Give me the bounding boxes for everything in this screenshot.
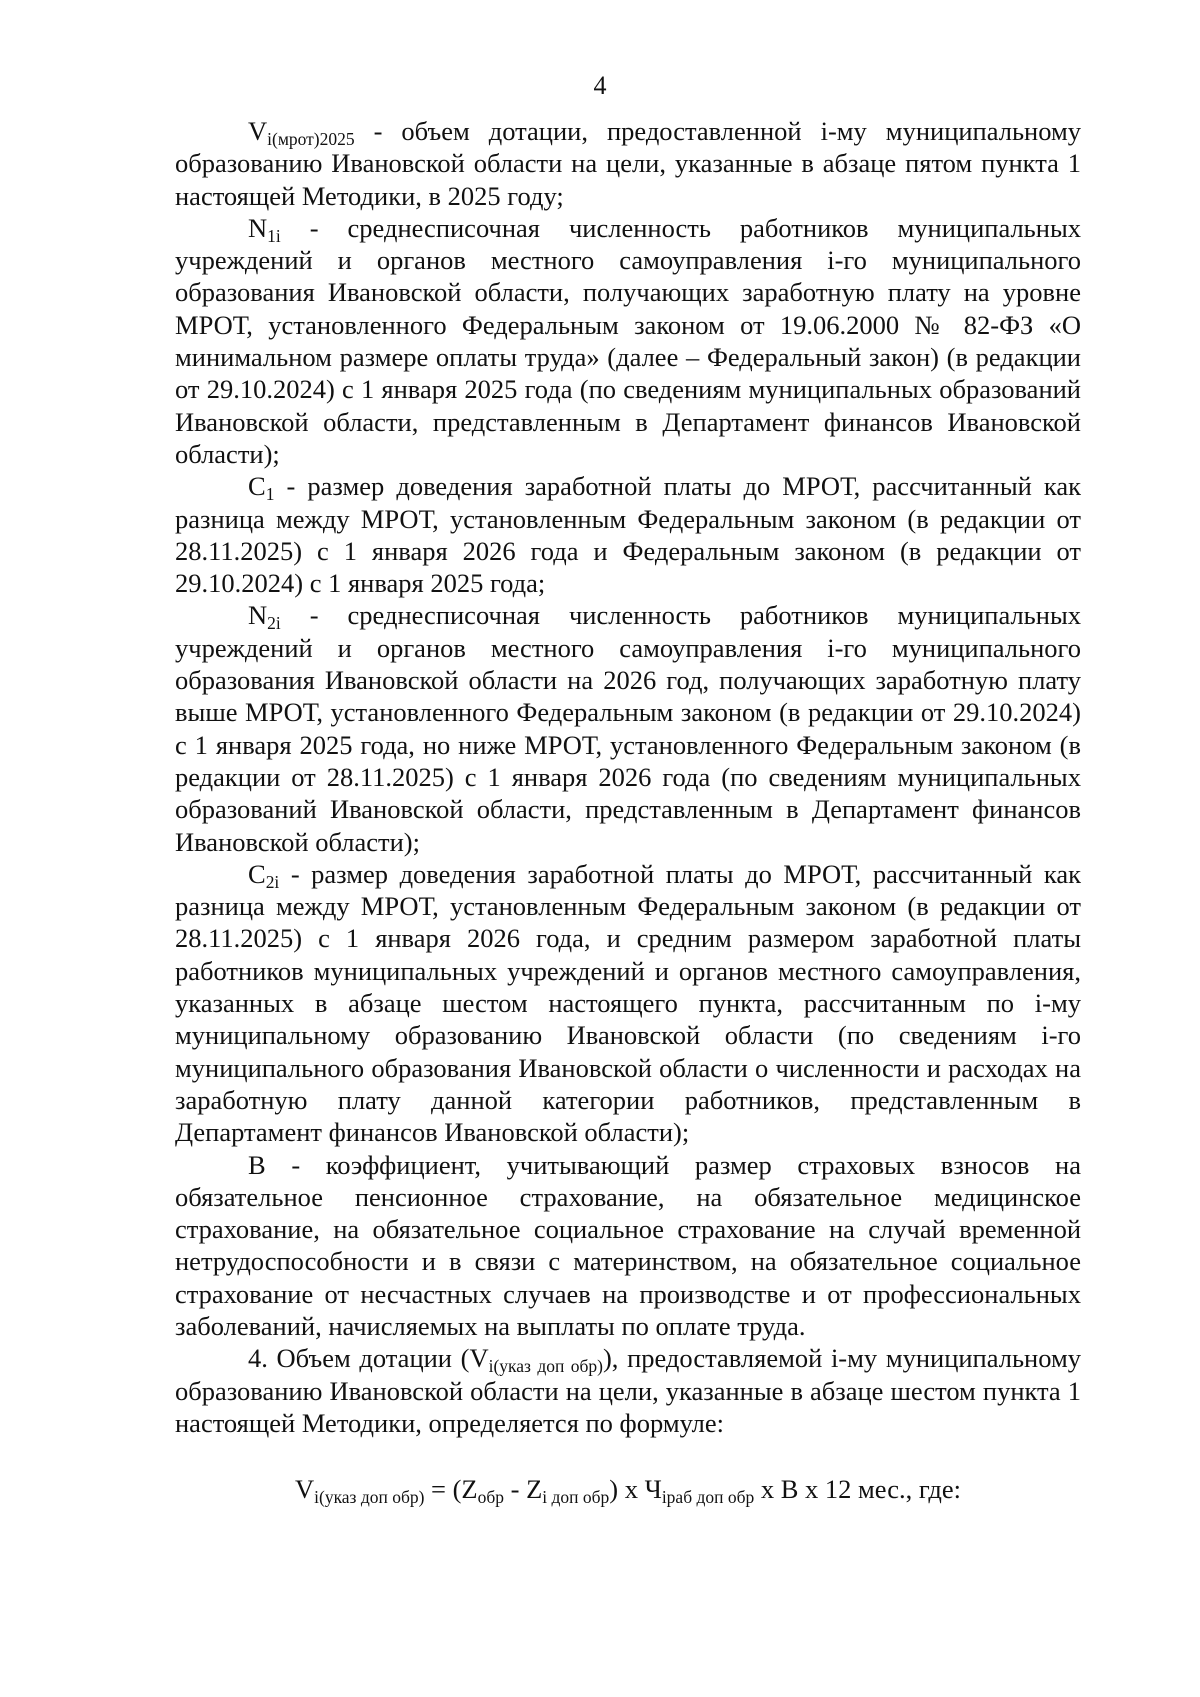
symbol-subscript: 1: [265, 484, 275, 505]
definition-c2: [175, 858, 1081, 1149]
formula-minus: - Z: [504, 1474, 543, 1505]
formula-z1-subscript: обр: [477, 1487, 505, 1508]
definition-v-mrot: [175, 115, 1081, 212]
definition-text: - среднесписочная численность работников муниципальных учреждений и органов местного самоуправления i-го муниципального образования Ивановской области на 2026 год, получающих заработную плату выше МРОТ, установленного Федеральным законом (в редакции от 29.10.2024) с 1 января 2025 года, но ниже МРОТ, установленного Федеральным законом (в редакции от 28.11.2025) с 1 января 2026 года (по сведениям муниципальных образований Ивановской области, представленным в Департамент финансов Ивановской области);: [175, 600, 1081, 857]
symbol-subscript: 1i: [267, 225, 281, 246]
definition-n2: [175, 599, 1081, 857]
symbol: V: [248, 116, 268, 146]
definition-b: [175, 1149, 1081, 1343]
symbol-subscript: 2i: [267, 613, 281, 634]
definition-text: - размер доведения заработной платы до МРОТ, рассчитанный как разница между МРОТ, установленным Федеральным законом (в редакции от 28.11.2025) с 1 января 2026 года, и средним размером заработной платы работников муниципальных учреждений и органов местного самоуправления, указанных в абзаце шестом настоящего пункта, рассчитанным по i-му муниципальному образованию Ивановской области (по сведениям i-го муниципального образования Ивановской области о численности и расходах на заработную плату данной категории работников, представленным в Департамент финансов Ивановской области);: [175, 858, 1081, 1148]
symbol: N: [248, 600, 268, 631]
section-4-subscript: i(указ доп обр): [488, 1356, 603, 1377]
formula-eq: = (Z: [424, 1474, 478, 1505]
section-4-text: ), предоставляемой i-му муниципальному образованию Ивановской области на цели, указанные в абзаце шестом пункта 1 настоящей Методики, определяется по формуле:: [175, 1343, 1081, 1438]
symbol-subscript: 2i: [265, 871, 280, 892]
symbol: N: [248, 212, 268, 243]
section-4-lead: 4. Объем дотации (V: [248, 1343, 489, 1374]
formula-z2-subscript: i доп обр: [542, 1487, 610, 1508]
page-number: 4: [593, 71, 607, 100]
definition-c1: [175, 470, 1081, 599]
definition-text: - среднесписочная численность работников муниципальных учреждений и органов местного самоуправления i-го муниципального образования Ивановской области, получающих заработную плату на уровне МРОТ, установленного Федеральным законом от 19.06.2000 № 82-ФЗ «О минимальном размере оплаты труда» (далее – Федеральный закон) (в редакции от 29.10.2024) с 1 января 2025 года (по сведениям муниципальных образований Ивановской области, представленным в Департамент финансов Ивановской области);: [175, 212, 1081, 469]
formula-v-subscript: i(указ доп обр): [314, 1487, 425, 1508]
section-4-paragraph: [175, 1342, 1081, 1439]
formula-v: V: [295, 1474, 315, 1505]
definition-n1: [175, 212, 1081, 470]
symbol: C: [248, 471, 266, 502]
symbol: C: [248, 858, 266, 889]
definition-text: - объем дотации, предоставленной i-му муниципальному образованию Ивановской области на цели, указанные в абзаце пятом пункта 1 настоящей Методики, в 2025 году;: [175, 116, 1081, 211]
document-body: [175, 115, 1081, 1508]
formula-times: ) x Ч: [609, 1474, 662, 1505]
definition-text: B - коэффициент, учитывающий размер страховых взносов на обязательное пенсионное страхование, на обязательное медицинское страхование, на обязательное социальное страхование на случай временной нетрудоспособности и в связи с материнством, на обязательное социальное страхование от несчастных случаев на производстве и от профессиональных заболеваний, начисляемых на выплаты по оплате труда.: [175, 1149, 1081, 1341]
formula-ch-subscript: iраб доп обр: [661, 1487, 755, 1508]
formula-tail: x B x 12 мес., где:: [754, 1474, 961, 1505]
symbol-subscript: i(мрот)2025: [267, 128, 355, 149]
formula: [175, 1473, 1081, 1508]
definition-text: - размер доведения заработной платы до МРОТ, рассчитанный как разница между МРОТ, установленным Федеральным законом (в редакции от 28.11.2025) с 1 января 2026 года и Федеральным законом (в редакции от 29.10.2024) с 1 января 2025 года;: [175, 471, 1081, 599]
